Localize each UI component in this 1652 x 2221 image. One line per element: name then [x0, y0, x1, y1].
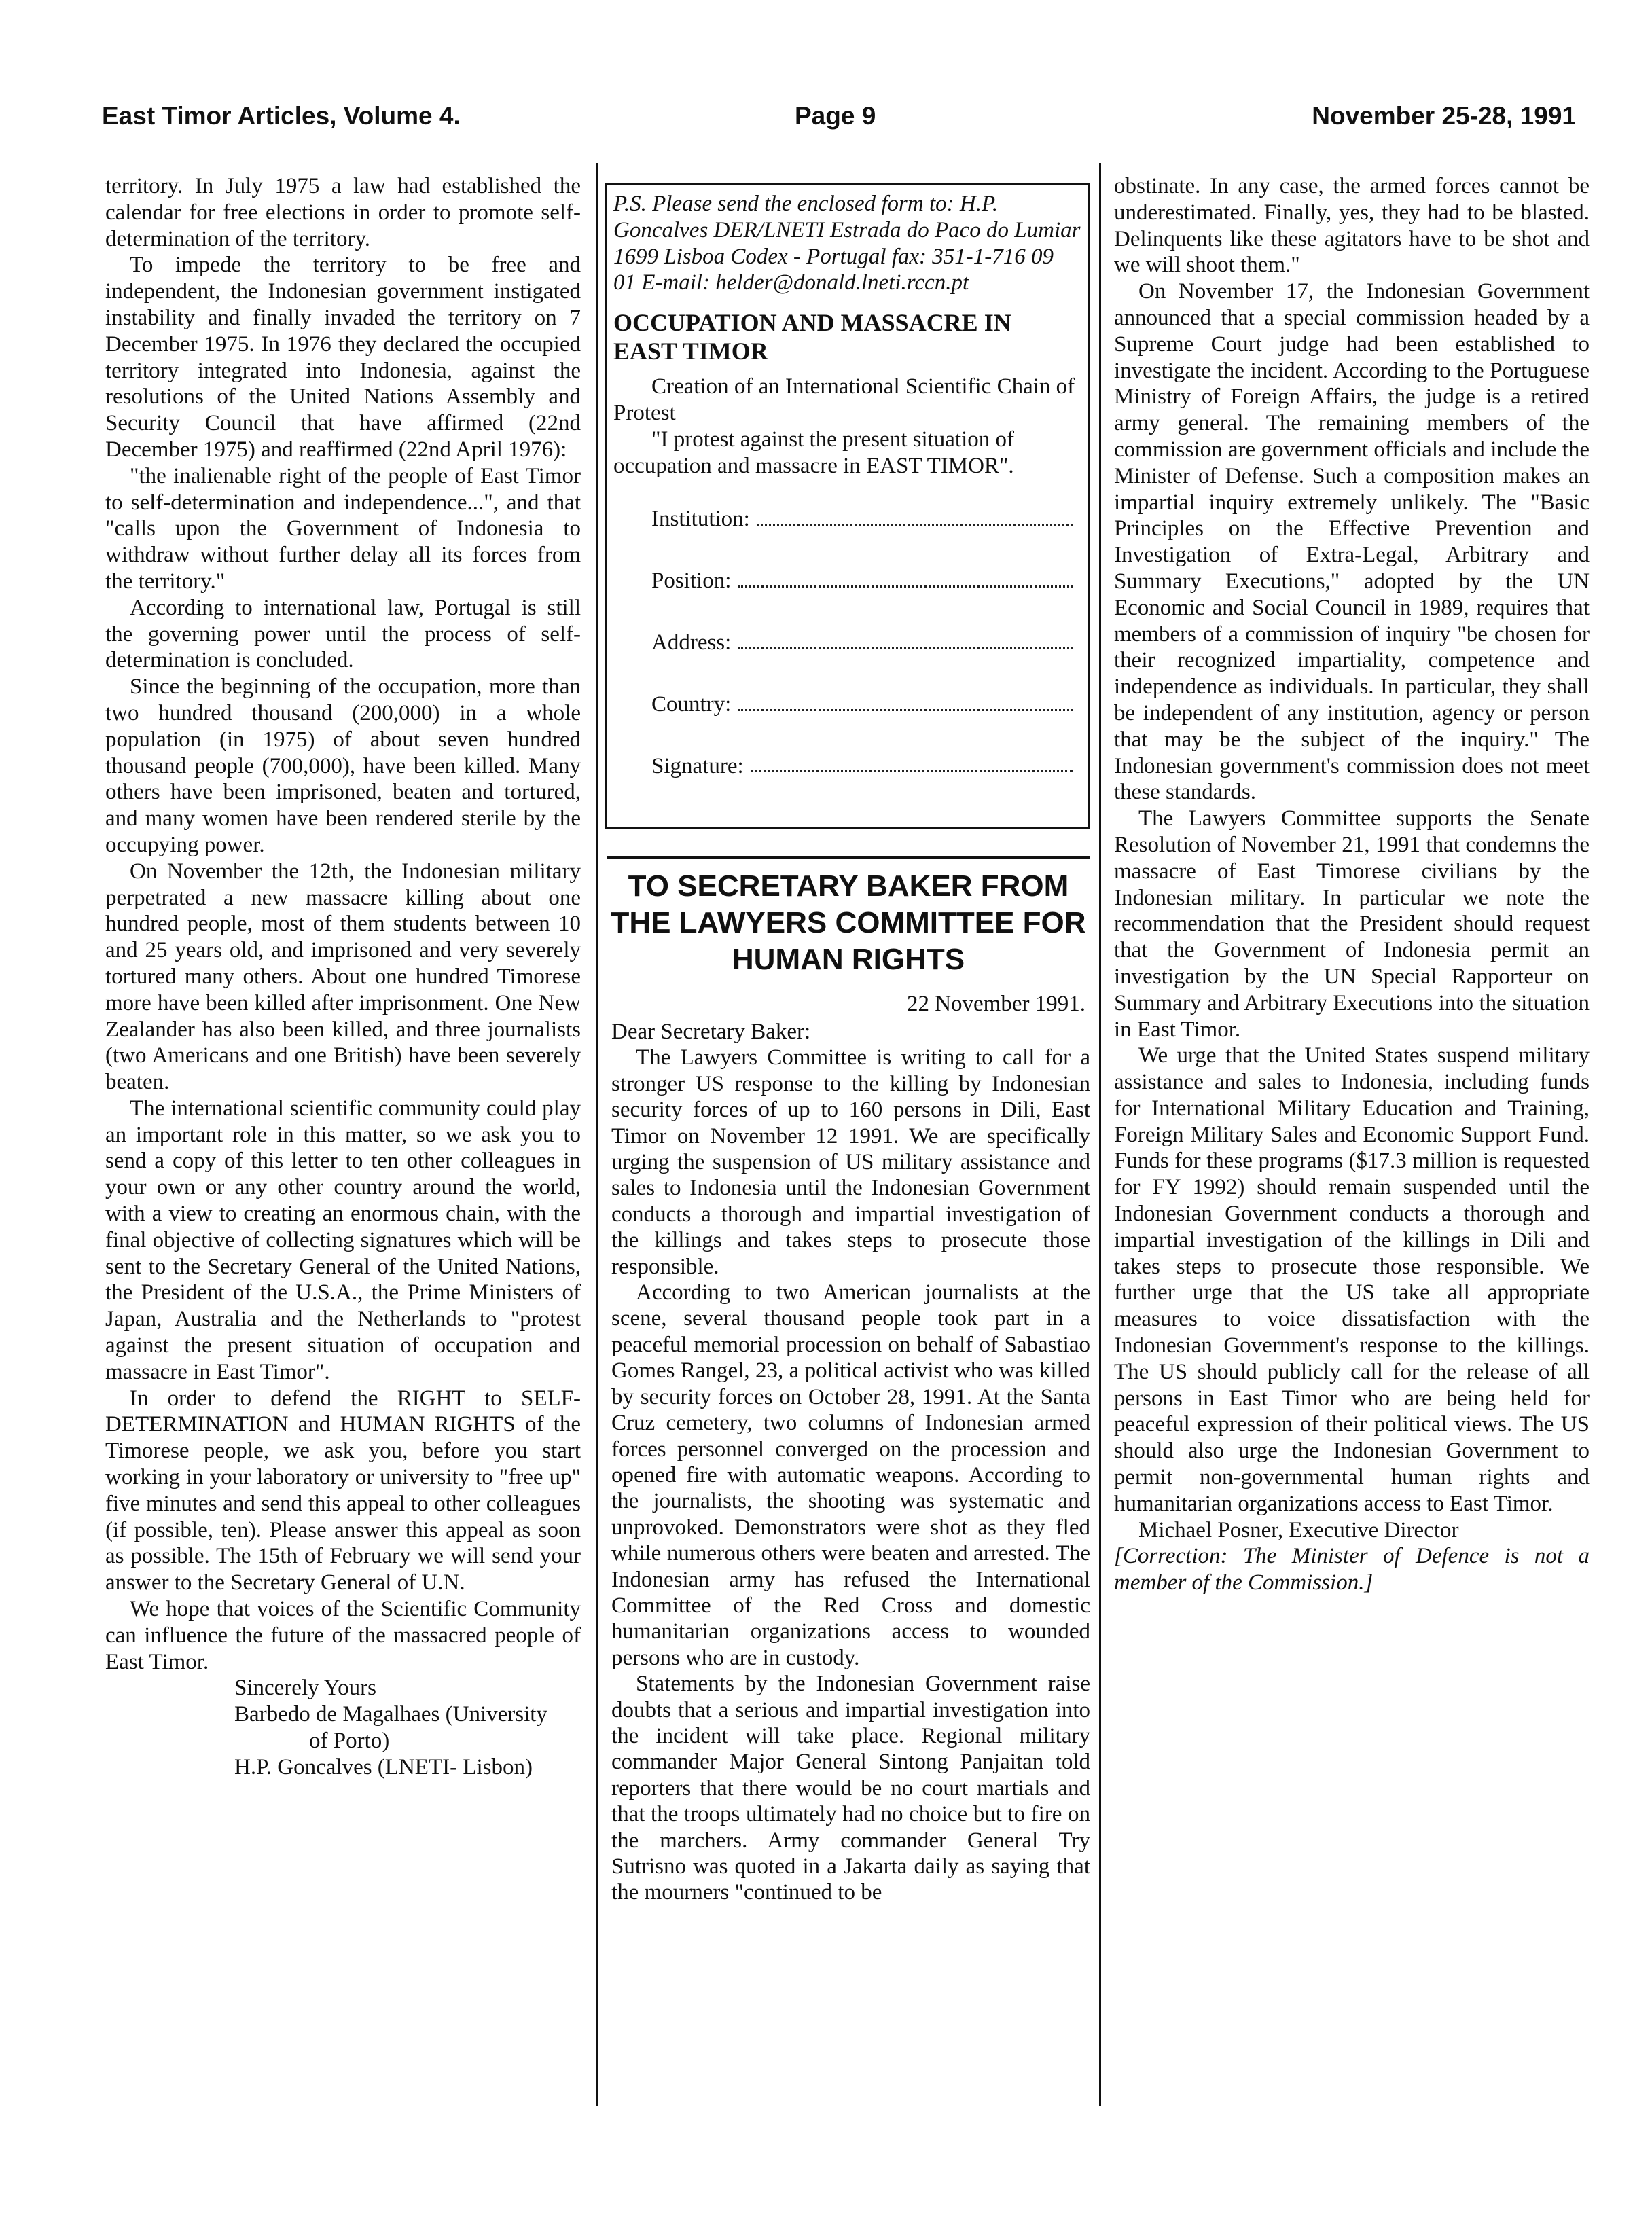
- form-label: Address:: [651, 630, 732, 655]
- paragraph: The Lawyers Committee is writing to call for a stronger US response to the killing by Indonesian security forces of up to 160 persons in Dili, East Timor on November 12 1991. We are specifically urging the suspension of US military assistance and sales to Indonesia until the Indonesian Government conducts a thorough and impartial investigation of the killings and takes steps to prosecute those responsible.: [611, 1045, 1090, 1279]
- page-header: [102, 102, 1576, 149]
- correction-note: [Correction: The Minister of Defence is not a member of the Commission.]: [1114, 1544, 1590, 1595]
- paragraph: We urge that the United States suspend military assistance and sales to Indonesia, including funds for International Military Education and Training, Foreign Military Sales and Economic Support Fund. Funds for these programs ($17.3 million is requested for FY 1992) should remain suspended until the Indonesian Government conducts a thorough and impartial investigation of the killings in Dili and takes steps to prosecute those responsible. We further urge that the US take all appropriate measures to voice dissatisfaction with the Indonesian Government's response to the killings. The US should publicly call for the release of all persons in East Timor who are being held for peaceful expression of their political views. The US should also urge the Indonesian Government to permit non-governmental human rights and humanitarian organizations access to East Timor.: [1114, 1043, 1590, 1516]
- paragraph: According to international law, Portugal is still the governing power until the process of self-determination is concluded.: [105, 595, 581, 673]
- fill-in-line[interactable]: [738, 568, 1073, 588]
- paragraph: The Lawyers Committee supports the Senate Resolution of November 21, 1991 that condemns the massacre of East Timorese civilians by the Indonesian military. In particular we note the recommendation that the President should request that the Government of Indonesia permit an investigation by the UN Special Rapporteur on Summary and Arbitrary Executions into the situation in East Timor.: [1114, 806, 1590, 1042]
- form-label: Country:: [651, 691, 732, 717]
- form-label: Position:: [651, 568, 732, 594]
- signature-line: H.P. Goncalves (LNETI- Lisbon): [234, 1754, 533, 1780]
- paragraph: The international scientific community could play an important role in this matter, so we ask you to send a copy of this letter to ten other colleagues in your own or any other country around the world, with a view to creating an enormous chain, with the final objective of collecting signatures which will be sent to the Secretary General of the United Nations, the President of the U.S.A., the Prime Ministers of Japan, Australia and the Netherlands to "protest against the present situation of occupation and massacre in East Timor".: [105, 1096, 581, 1384]
- paragraph: Statements by the Indonesian Government raise doubts that a serious and impartial investigation into the incident will take place. Regional military commander Major General Sintong Panjaitan told reporters that there would be no court martials and that the troops ultimately had no choice but to fire on the marchers. Army commander General Try Sutrisno was quoted in a Jakarta daily as saying that the mourners "continued to be: [611, 1672, 1090, 1905]
- letter-date: 22 November 1991.: [906, 992, 1085, 1016]
- form-row-address[interactable]: [651, 630, 1081, 656]
- protest-statement: "I protest against the present situation of occupation and massacre in EAST TIMOR".: [613, 427, 1015, 478]
- form-row-country[interactable]: [651, 691, 1081, 718]
- closing: Sincerely Yours: [234, 1676, 377, 1701]
- paragraph: territory. In July 1975 a law had established the calendar for free elections in order to promote self-determination of the territory.: [105, 174, 581, 251]
- paragraph: obstinate. In any case, the armed forces cannot be underestimated. Finally, yes, they had to be blasted. Delinquents like these agitators have to be shot and we will shoot them.": [1114, 174, 1590, 278]
- paragraph: Since the beginning of the occupation, more than two hundred thousand (200,000) in a whole population (in 1975) of about seven hundred thousand people (700,000), have been killed. Many others have been imprisoned, beaten and tortured, and many women have been rendered sterile by the occupying power.: [105, 674, 581, 857]
- paragraph: On November 17, the Indonesian Government announced that a special commission headed by a Supreme Court judge had been established to investigate the incident. According to the Portuguese Ministry of Foreign Affairs, the judge is a retired army general. The remaining members of the commission are government officials and include the Minister of Defense. Such a composition makes an impartial inquiry extremely unlikely. The "Basic Principles on the Effective Prevention and Investigation of Extra-Legal, Arbitrary and Summary Executions," adopted by the UN Economic and Social Council in 1989, requires that members of a commission of inquiry "be chosen for their recognized impartiality, competence and independence as individuals. In particular, they shall be independent of any institution, agency or person that may be the subject of the inquiry." The Indonesian government's commission does not meet these standards.: [1114, 279, 1590, 805]
- column-divider-right: [1099, 163, 1101, 2106]
- form-label: Signature:: [651, 753, 744, 778]
- paragraph: On November the 12th, the Indonesian military perpetrated a new massacre killing about one hundred people, most of them students between 10 and 25 years old, and imprisoned and very severely tortured many others. About one hundred Timorese more have been killed after imprisonment. One New Zealander has also been killed, and three journalists (two Americans and one British) have been severely beaten.: [105, 859, 581, 1095]
- column-right: [1114, 173, 1590, 1596]
- form-subtitle: Creation of an International Scientific Chain of Protest: [613, 374, 1075, 425]
- section-rule: [607, 856, 1090, 859]
- paragraph: According to two American journalists at the scene, several thousand people took part in a peaceful memorial procession on behalf of Sabastiao Gomes Rangel, 23, a political activist who was killed by security forces on October 28, 1991. At the Santa Cruz cemetery, two columns of Indonesian armed forces personnel converged on the procession and opened fire with automatic weapons. According to the journalists, the shooting was systematic and unprovoked. Demonstrators were shot as they fled while numerous others were beaten and arrested. The Indonesian army has refused the International Committee of the Red Cross and domestic humanitarian organizations access to wounded persons who are in custody.: [611, 1280, 1090, 1670]
- paragraph: "the inalienable right of the people of East Timor to self-determination and independence...", and that "calls upon the Government of Indonesia to withdraw without further delay all its forces from the territory.": [105, 463, 581, 594]
- article-headline: TO SECRETARY BAKER FROM THE LAWYERS COMMITTEE FOR HUMAN RIGHTS: [611, 869, 1086, 976]
- form-label: Institution:: [651, 507, 750, 532]
- form-row-signature[interactable]: [651, 753, 1081, 780]
- postscript: P.S. Please send the enclosed form to: H.P. Goncalves DER/LNETI Estrada do Paco do Lumiar 1699 Lisboa Codex - Portugal fax: 351-1-716 09 01 E-mail: helder@donald.lneti.rccn.pt: [613, 192, 1081, 295]
- fill-in-line[interactable]: [738, 630, 1073, 649]
- column-divider-left: [596, 163, 598, 2106]
- signature-form: [613, 506, 1081, 779]
- paragraph: To impede the territory to be free and independent, the Indonesian government instigated instability and finally invaded the territory on 7 December 1975. In 1976 they declared the occupied territory integrated into Indonesia, against the resolutions of the United Nations Assembly and Security Council that have affirmed (22nd December 1975) and reaffirmed (22nd April 1976):: [105, 253, 581, 462]
- letter-body: [611, 1019, 1090, 1906]
- form-row-institution[interactable]: [651, 506, 1081, 532]
- form-row-position[interactable]: [651, 568, 1081, 594]
- signoff: Michael Posner, Executive Director: [1138, 1517, 1459, 1542]
- page-number: Page 9: [795, 102, 876, 130]
- form-title: OCCUPATION AND MASSACRE IN EAST TIMOR: [613, 309, 1011, 365]
- salutation: Dear Secretary Baker:: [611, 1019, 811, 1044]
- fill-in-line[interactable]: [738, 691, 1073, 711]
- paragraph: In order to defend the RIGHT to SELF-DETERMINATION and HUMAN RIGHTS of the Timorese people, we ask you, before you start working in your laboratory or university to "free up" five minutes and send this appeal to other colleagues (if possible, ten). Please answer this appeal as soon as possible. The 15th of February we will send your answer to the Secretary General of U.N.: [105, 1386, 581, 1595]
- protest-form-box: [605, 183, 1090, 829]
- fill-in-line[interactable]: [751, 753, 1073, 773]
- signature-line: of Porto): [309, 1729, 390, 1754]
- signature-line: Barbedo de Magalhaes (University: [234, 1702, 547, 1727]
- column-left: [105, 173, 581, 1781]
- publication-title: East Timor Articles, Volume 4.: [102, 102, 461, 130]
- fill-in-line[interactable]: [757, 506, 1073, 526]
- issue-date: November 25-28, 1991: [1312, 102, 1576, 130]
- paragraph: We hope that voices of the Scientific Community can influence the future of the massacred people of East Timor.: [105, 1597, 581, 1674]
